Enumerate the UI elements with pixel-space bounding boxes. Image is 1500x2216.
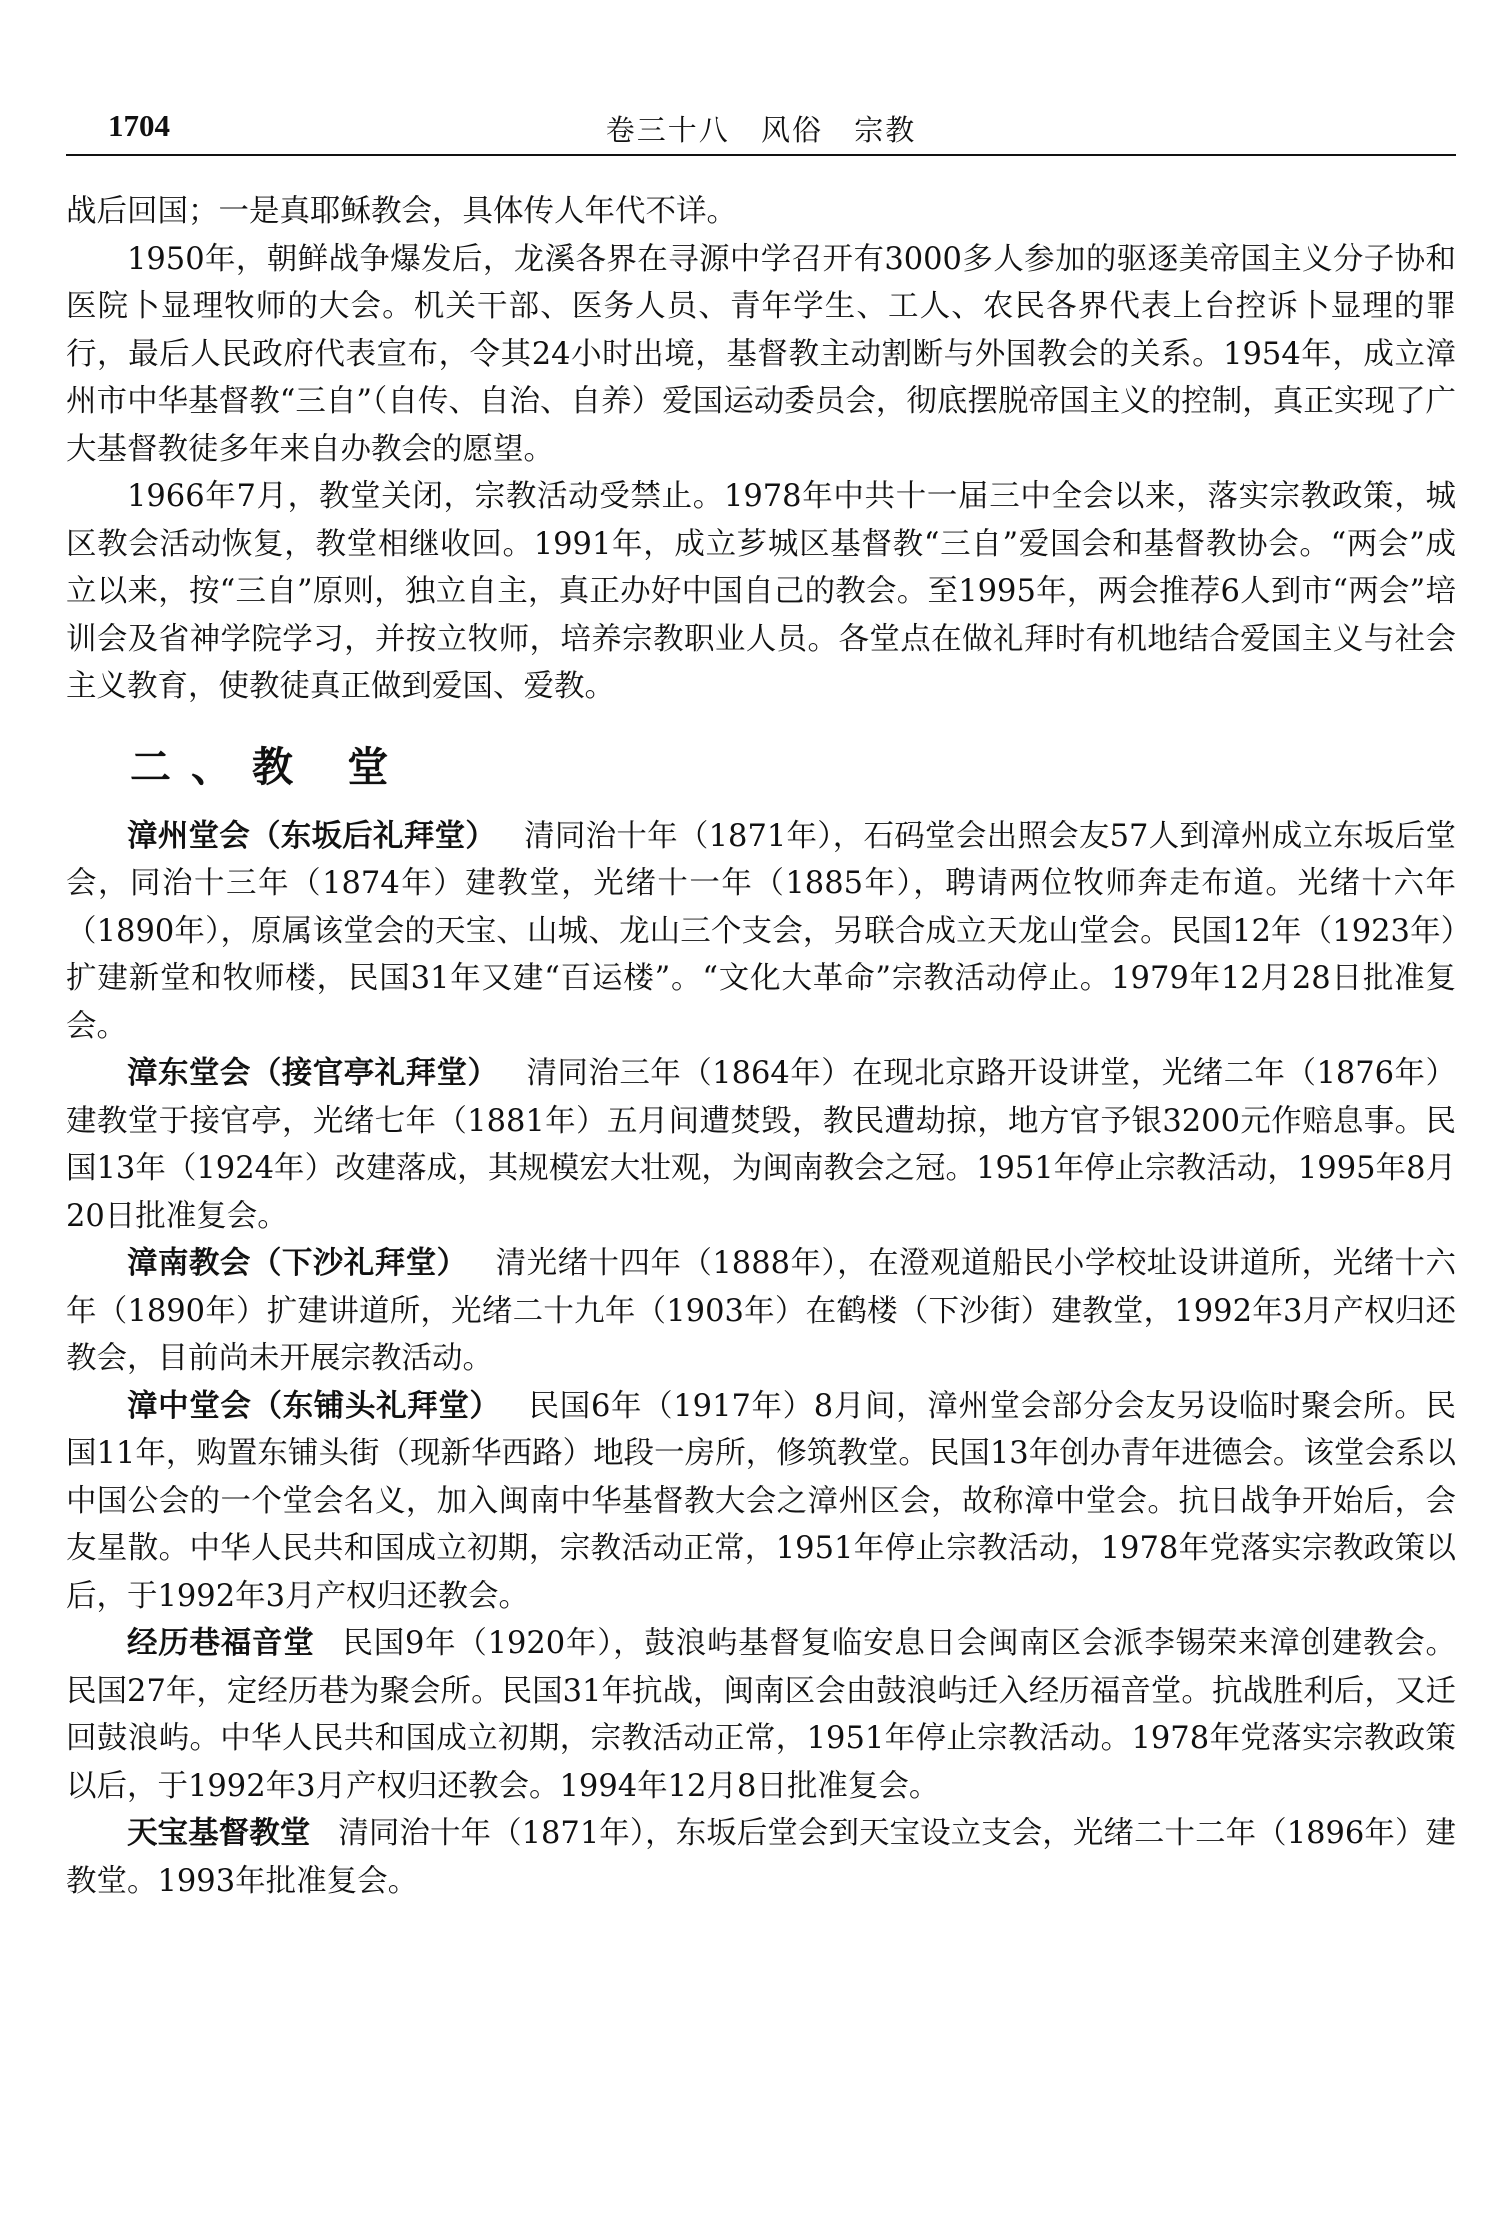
entry-text: 清同治十年（1871年），东坂后堂会到天宝设立支会，光绪二十二年（1896年）建教堂。1993年批准复会。: [66, 1816, 1456, 1899]
paragraph: 1966年7月，教堂关闭，宗教活动受禁止。1978年中共十一届三中全会以来，落实宗教政策，城区教会活动恢复，教堂相继收回。1991年，成立芗城区基督教“三自”爱国会和基督教协会。“两会”成立以来，按“三自”原则，独立自主，真正办好中国自己的教会。至1995年，两会推荐6人到市“两会”培训会及省神学院学习，并按立牧师，培养宗教职业人员。各堂点在做礼拜时有机地结合爱国主义与社会主义教育，使教徒真正做到爱国、爱教。: [66, 479, 1456, 704]
entry: [66, 1810, 1456, 1905]
entry-title: 天宝基督教堂: [127, 1816, 311, 1851]
entry-title: 漳南教会（下沙礼拜堂）: [127, 1246, 468, 1281]
chapter-label: 宗教: [854, 113, 917, 147]
entry-text: 民国6年（1917年）8月间，漳州堂会部分会友另设临时聚会所。民国11年，购置东铺头街（现新华西路）地段一房所，修筑教堂。民国13年创办青年进德会。该堂会系以中国公会的一个堂会名义，加入闽南中华基督教大会之漳州区会，故称漳中堂会。抗日战争开始后，会友星散。中华人民共和国成立初期，宗教活动正常，1951年停止宗教活动，1978年党落实宗教政策以后，于1992年3月产权归还教会。: [66, 1388, 1456, 1614]
entry: [66, 1240, 1456, 1383]
volume-label: 卷三十八: [605, 113, 730, 147]
entry-title: 漳州堂会（东坂后礼拜堂）: [127, 818, 497, 854]
entry: [66, 1050, 1456, 1240]
entry-title: 漳中堂会（东铺头礼拜堂）: [127, 1388, 501, 1424]
entry-title: 漳东堂会（接官亭礼拜堂）: [127, 1056, 499, 1091]
entry: [66, 1383, 1456, 1621]
part-label: 风俗: [760, 113, 823, 147]
page-body: [66, 188, 1456, 1905]
entry: [66, 1620, 1456, 1810]
entry: [66, 813, 1456, 1051]
entry-text: 清同治三年（1864年）在现北京路开设讲堂，光绪二年（1876年）建教堂于接官亭，光绪七年（1881年）五月间遭焚毁，教民遭劫掠，地方官予银3200元作赔息事。民国13年（1924年）改建落成，其规模宏大壮观，为闽南教会之冠。1951年停止宗教活动，1995年8月20日批准复会。: [66, 1056, 1456, 1234]
entry-text: 清光绪十四年（1888年），在澄观道船民小学校址设讲道所，光绪十六年（1890年）扩建讲道所，光绪二十九年（1903年）在鹤楼（下沙街）建教堂，1992年3月产权归还教会，目前尚未开展宗教活动。: [66, 1246, 1456, 1376]
page-number: 1704: [108, 108, 170, 143]
entry-text: 清同治十年（1871年），石码堂会出照会友57人到漳州成立东坂后堂会，同治十三年（1874年）建教堂，光绪十一年（1885年），聘请两位牧师奔走布道。光绪十六年（1890年），原属该堂会的天宝、山城、龙山三个支会，另联合成立天龙山堂会。民国12年（1923年）扩建新堂和牧师楼，民国31年又建“百运楼”。“文化大革命”宗教活动停止。1979年12月28日批准复会。: [66, 818, 1456, 1044]
running-head: [66, 108, 1456, 149]
section-title: 二、教 堂: [130, 742, 409, 791]
paragraph: 战后回国；一是真耶稣教会，具体传人年代不详。: [66, 194, 737, 229]
entry-title: 经历巷福音堂: [127, 1626, 315, 1661]
entry-text: 民国9年（1920年），鼓浪屿基督复临安息日会闽南区会派李锡荣来漳创建教会。民国27年，定经历巷为聚会所。民国31年抗战，闽南区会由鼓浪屿迁入经历福音堂。抗战胜利后，又迁回鼓浪屿。中华人民共和国成立初期，宗教活动正常，1951年停止宗教活动。1978年党落实宗教政策以后，于1992年3月产权归还教会。1994年12月8日批准复会。: [66, 1626, 1457, 1804]
paragraph: 1950年，朝鲜战争爆发后，龙溪各界在寻源中学召开有3000多人参加的驱逐美帝国主义分子协和医院卜显理牧师的大会。机关干部、医务人员、青年学生、工人、农民各界代表上台控诉卜显理的罪行，最后人民政府代表宣布，令其24小时出境，基督教主动割断与外国教会的关系。1954年，成立漳州市中华基督教“三自”（自传、自治、自养）爱国运动委员会，彻底摆脱帝国主义的控制，真正实现了广大基督教徒多年来自办教会的愿望。: [66, 241, 1456, 467]
page-header: [66, 104, 1456, 156]
